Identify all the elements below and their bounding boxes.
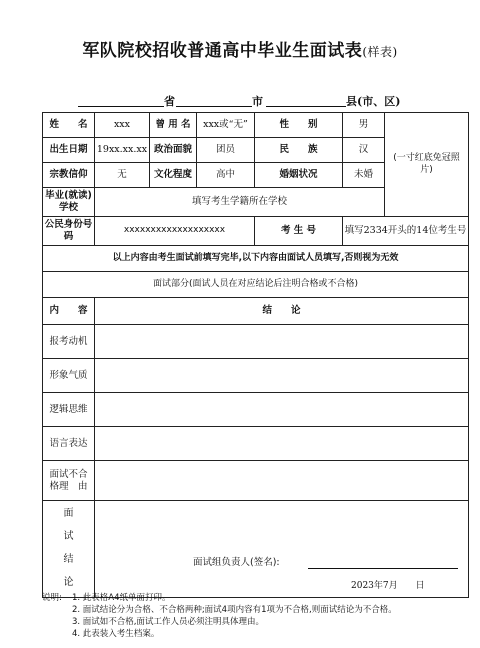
region-line	[78, 92, 438, 110]
birth-date-label: 出生日期	[43, 138, 95, 163]
interview-section-title: 面试部分(面试人员在对应结论后注明合格或不合格)	[43, 272, 469, 298]
item-label-language: 语言表达	[43, 427, 95, 461]
note-item: 3. 面试如不合格,面试工作人员必须注明具体理由。	[72, 617, 265, 627]
row-conclusion	[43, 501, 469, 598]
table-row	[43, 461, 469, 501]
title-main: 军队院校招收普通高中毕业生面试表	[82, 41, 363, 61]
signature-area	[95, 501, 468, 597]
page-title	[0, 36, 480, 61]
county-field[interactable]	[266, 106, 346, 107]
item-label-logic: 逻辑思维	[43, 393, 95, 427]
signature-label: 面试组负责人(签名):	[193, 557, 280, 568]
political-status-value[interactable]: 团员	[197, 138, 255, 163]
former-name-label: 曾 用 名	[150, 113, 197, 138]
result-cell-appearance[interactable]	[95, 359, 469, 393]
row-name	[43, 113, 469, 138]
row-section-title	[43, 272, 469, 298]
exam-number-value[interactable]: 填写2334开头的14位考生号	[343, 217, 469, 246]
ethnicity-value[interactable]: 汉	[343, 138, 385, 163]
education-value[interactable]: 高中	[197, 163, 255, 188]
notes-head: 说明:	[42, 593, 62, 603]
interview-form-table	[42, 112, 469, 598]
col-item-header: 内 容	[43, 298, 95, 325]
gender-label: 性 别	[255, 113, 343, 138]
former-name-value[interactable]: xxx或“无”	[197, 113, 255, 138]
school-value[interactable]: 填写考生学籍所在学校	[95, 188, 385, 217]
table-row	[43, 393, 469, 427]
id-number-label: 公民身份号 码	[43, 217, 95, 246]
notice-text: 以上内容由考生面试前填写完毕,以下内容由面试人员填写,否则视为无效	[43, 246, 469, 272]
city-label: 市	[252, 95, 263, 108]
row-id	[43, 217, 469, 246]
conclusion-cell[interactable]	[95, 501, 469, 598]
date-text: 2023年7月 日	[351, 581, 425, 591]
result-cell-fail-reason[interactable]	[95, 461, 469, 501]
conclusion-char: 结	[63, 554, 74, 566]
political-status-label: 政治面貌	[150, 138, 197, 163]
name-label: 姓 名	[43, 113, 95, 138]
ethnicity-label: 民 族	[255, 138, 343, 163]
conclusion-label	[43, 501, 95, 598]
row-notice	[43, 246, 469, 272]
gender-value[interactable]: 男	[343, 113, 385, 138]
note-item: 2. 面试结论分为合格、不合格两种;面试4项内容有1项为不合格,则面试结论为不合格。	[72, 605, 397, 615]
name-value[interactable]: xxx	[95, 113, 150, 138]
item-label-motivation: 报考动机	[43, 325, 95, 359]
marital-status-label: 婚姻状况	[255, 163, 343, 188]
conclusion-char: 论	[63, 577, 74, 589]
photo-box[interactable]: (一寸红底免冠照片)	[385, 113, 469, 217]
education-label: 文化程度	[150, 163, 197, 188]
title-suffix: (样表)	[362, 45, 398, 59]
county-label: 县(市、区)	[346, 95, 401, 108]
religion-label: 宗教信仰	[43, 163, 95, 188]
notes-section	[42, 592, 468, 640]
note-item: 1. 此表格A4纸单面打印。	[72, 593, 171, 603]
conclusion-char: 试	[63, 531, 74, 543]
city-field[interactable]	[176, 106, 252, 107]
table-row	[43, 359, 469, 393]
province-label: 省	[164, 95, 175, 108]
id-number-value[interactable]: xxxxxxxxxxxxxxxxxxx	[95, 217, 255, 246]
birth-date-value[interactable]: 19xx.xx.xx	[95, 138, 150, 163]
row-header	[43, 298, 469, 325]
table-row	[43, 427, 469, 461]
result-cell-motivation[interactable]	[95, 325, 469, 359]
exam-number-label: 考 生 号	[255, 217, 343, 246]
school-label: 毕业(就读)学校	[43, 188, 95, 217]
note-item: 4. 此表装入考生档案。	[72, 629, 160, 639]
religion-value[interactable]: 无	[95, 163, 150, 188]
result-cell-logic[interactable]	[95, 393, 469, 427]
table-row	[43, 325, 469, 359]
item-label-appearance: 形象气质	[43, 359, 95, 393]
conclusion-char: 面	[63, 508, 74, 519]
item-label-fail-reason: 面试不合格理 由	[43, 461, 95, 501]
marital-status-value[interactable]: 未婚	[343, 163, 385, 188]
province-field[interactable]	[78, 106, 164, 107]
result-cell-language[interactable]	[95, 427, 469, 461]
col-result-header: 结 论	[95, 298, 469, 325]
signature-line[interactable]	[308, 568, 458, 569]
